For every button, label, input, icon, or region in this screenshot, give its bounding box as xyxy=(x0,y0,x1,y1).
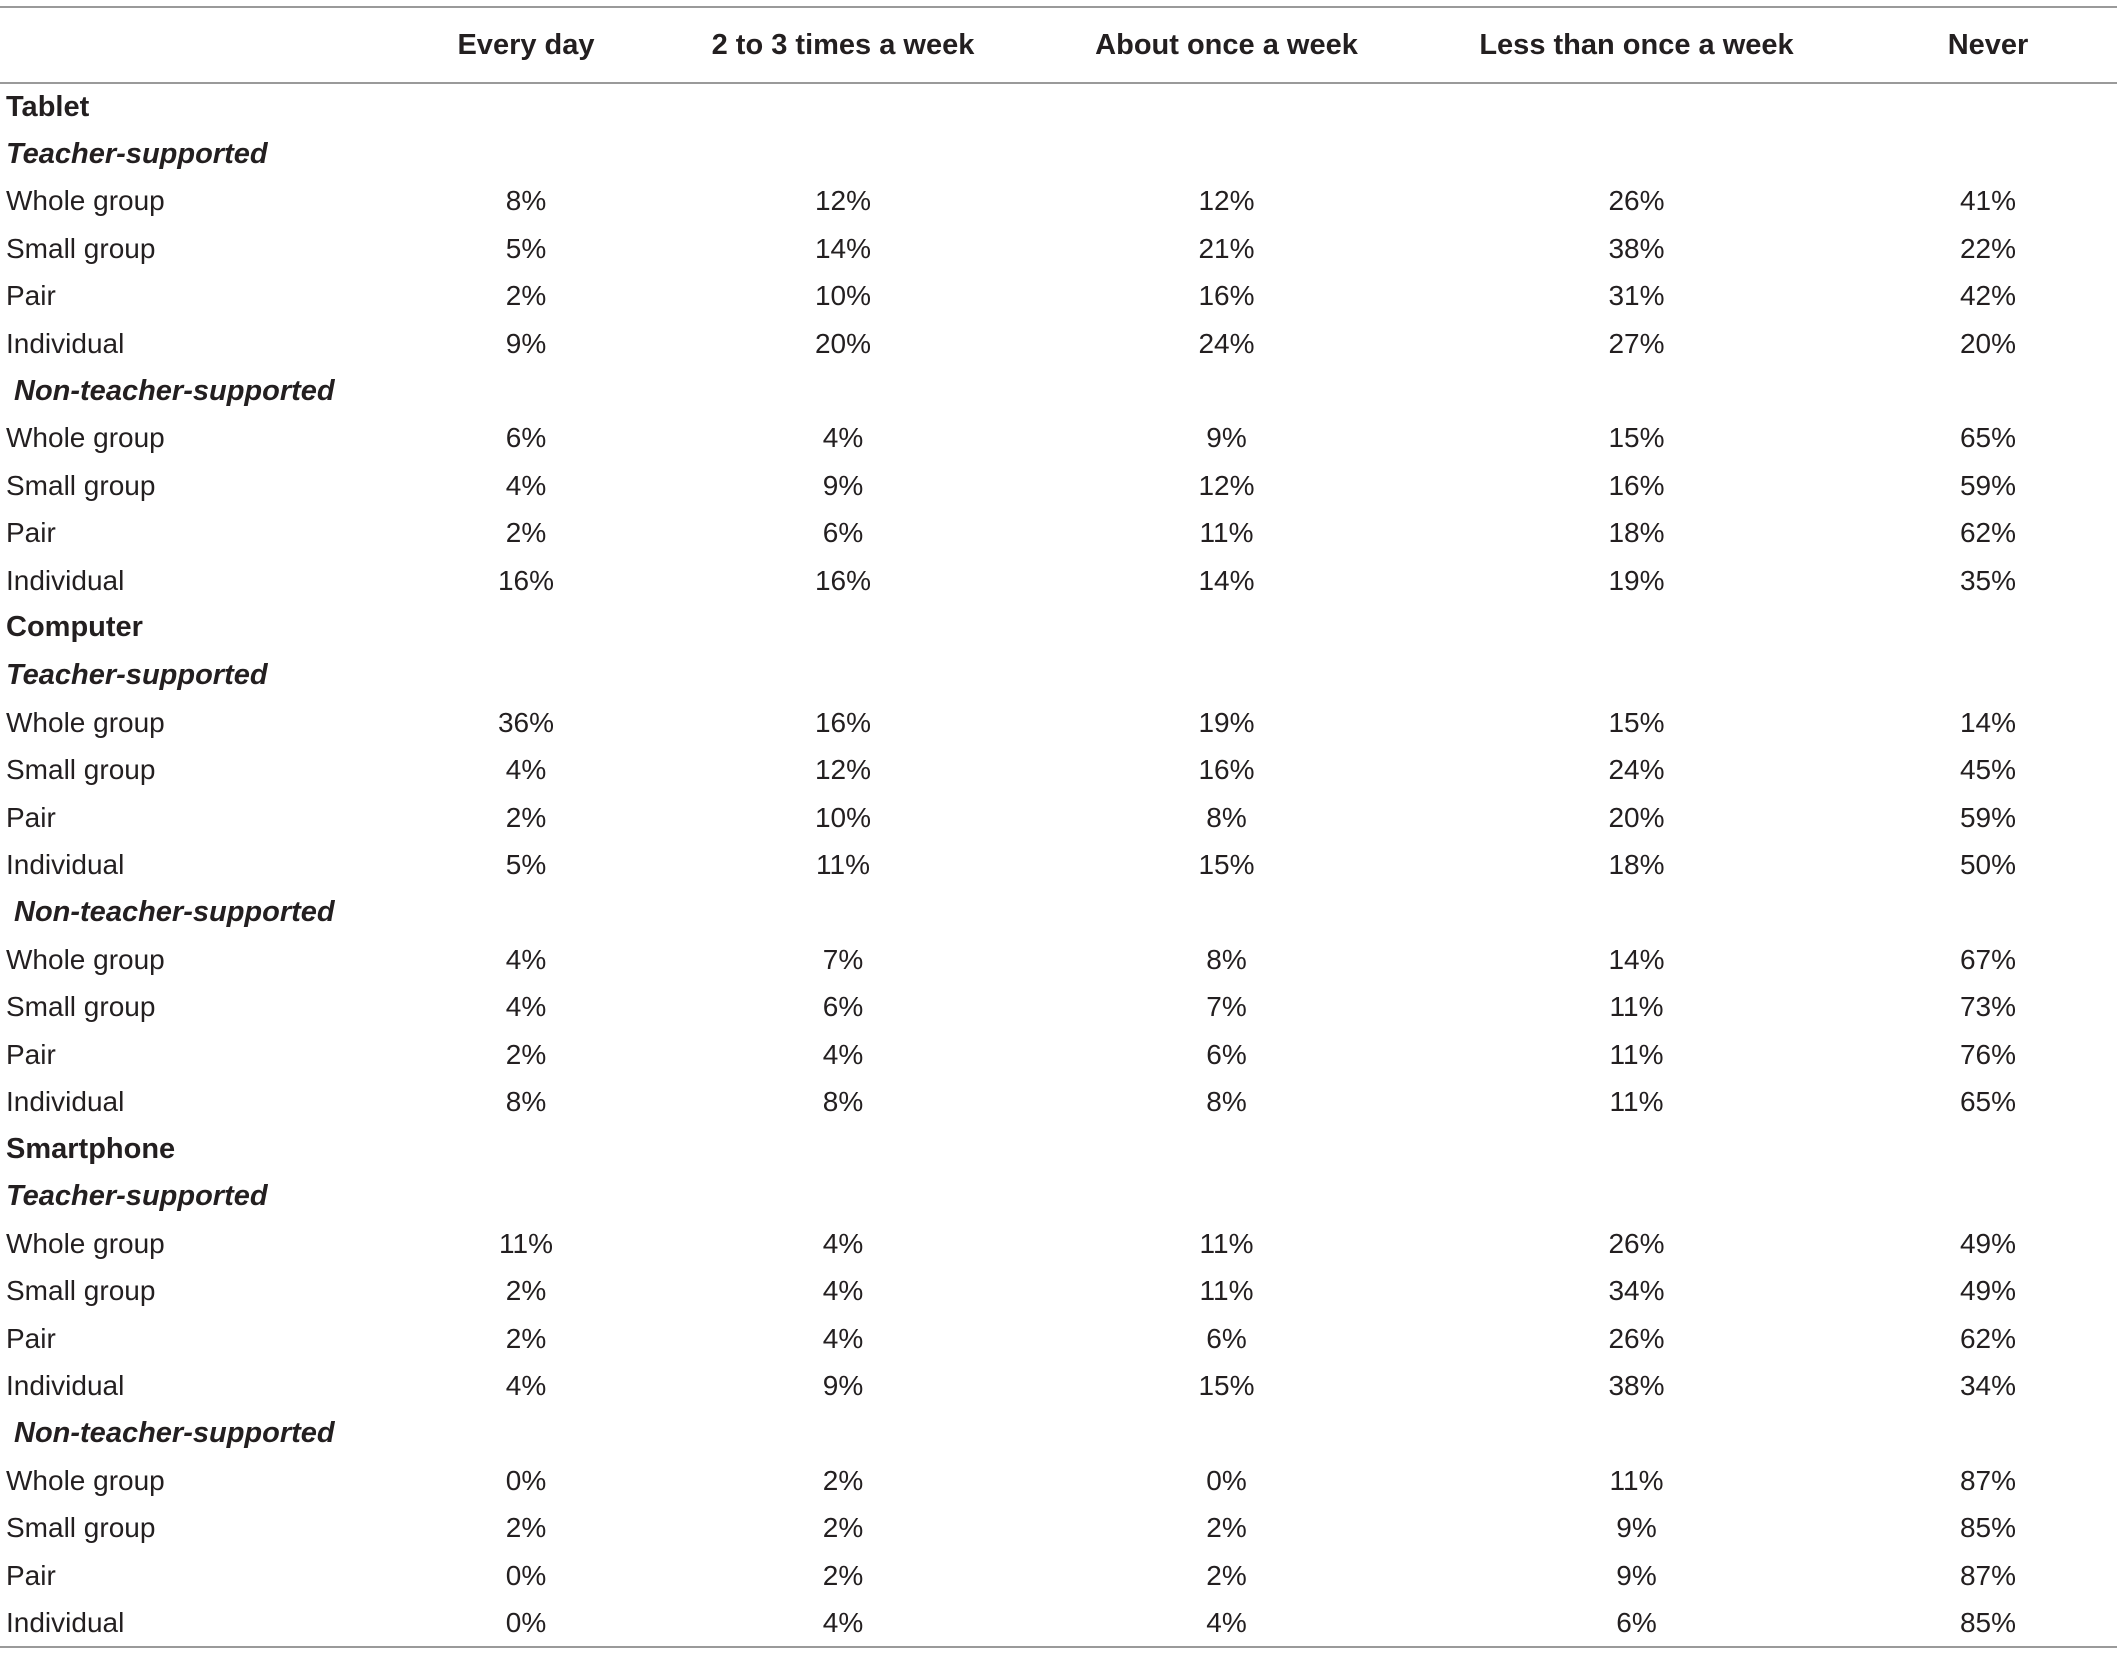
table-cell: 34% xyxy=(1959,1370,2017,1402)
table-cell: 20% xyxy=(1959,327,2017,359)
table-cell: 2% xyxy=(822,1559,864,1591)
row-label: Pair xyxy=(6,1322,56,1354)
row-label: Pair xyxy=(6,1559,56,1591)
table-body xyxy=(0,83,2117,1647)
table-cell: 4% xyxy=(505,991,547,1023)
table-cell: 9% xyxy=(822,469,864,501)
row-label: Whole group xyxy=(6,1465,165,1497)
table-cell: 14% xyxy=(1198,564,1255,596)
table-cell: 26% xyxy=(1608,185,1665,217)
table-cell: 2% xyxy=(505,801,547,833)
table-cell: 26% xyxy=(1608,1322,1665,1354)
support-type-heading: Non-teacher-supported xyxy=(14,895,335,928)
table-row xyxy=(0,794,2117,841)
table-cell: 20% xyxy=(1608,801,1665,833)
table-cell: 8% xyxy=(1206,943,1247,975)
table-cell: 8% xyxy=(1206,801,1247,833)
table-cell: 15% xyxy=(1608,706,1665,738)
table-cell: 11% xyxy=(1609,1038,1664,1070)
table-cell: 16% xyxy=(497,564,555,596)
table-cell: 0% xyxy=(505,1559,547,1591)
row-label: Whole group xyxy=(6,422,165,454)
table-cell: 31% xyxy=(1608,280,1665,312)
table-cell: 15% xyxy=(1198,848,1255,880)
table-row xyxy=(0,936,2117,983)
table-cell: 73% xyxy=(1959,991,2017,1023)
table-cell: 67% xyxy=(1959,943,2017,975)
table-cell: 76% xyxy=(1959,1038,2017,1070)
usage-frequency-table xyxy=(0,6,2117,1648)
table-row xyxy=(0,1552,2117,1599)
device-heading: Tablet xyxy=(6,90,90,123)
table-cell: 7% xyxy=(822,943,864,975)
row-label: Pair xyxy=(6,801,56,833)
table-cell: 87% xyxy=(1959,1559,2017,1591)
row-label: Small group xyxy=(6,469,156,501)
table-cell: 5% xyxy=(505,848,547,880)
table-cell: 19% xyxy=(1198,706,1255,738)
table-cell: 85% xyxy=(1859,1600,2117,1647)
table-cell: 11% xyxy=(1609,991,1664,1023)
table-cell: 11% xyxy=(499,1228,553,1260)
header-less-than-once-a-week: Less than once a week xyxy=(1414,7,1859,83)
table-cell: 16% xyxy=(814,706,872,738)
table-cell: 0% xyxy=(505,1465,547,1497)
row-label: Small group xyxy=(6,232,156,264)
support-type-heading: Teacher-supported xyxy=(6,1180,268,1213)
table-cell: 15% xyxy=(1608,422,1665,454)
table-cell: 6% xyxy=(822,991,864,1023)
table-cell: 10% xyxy=(814,280,872,312)
table-cell: 24% xyxy=(1198,327,1255,359)
table-row xyxy=(0,225,2117,272)
table-cell: 49% xyxy=(1959,1228,2017,1260)
table-cell: 35% xyxy=(1959,564,2017,596)
row-label: Whole group xyxy=(6,1228,165,1260)
table-cell: 12% xyxy=(1198,185,1255,217)
table-cell: 11% xyxy=(816,848,870,880)
row-label: Individual xyxy=(6,327,125,359)
table-row xyxy=(0,557,2117,604)
row-label: Individual xyxy=(6,1370,125,1402)
table-cell: 18% xyxy=(1608,848,1665,880)
table-header xyxy=(0,7,2117,83)
table-cell: 4% xyxy=(822,1228,864,1260)
table-cell: 8% xyxy=(822,1085,864,1117)
support-type-row xyxy=(0,1173,2117,1220)
table-cell: 9% xyxy=(822,1370,864,1402)
table-row xyxy=(0,699,2117,746)
table-cell: 8% xyxy=(1206,1085,1247,1117)
table-cell: 7% xyxy=(1206,991,1247,1023)
table-cell: 45% xyxy=(1959,754,2017,786)
table-cell: 87% xyxy=(1959,1465,2017,1497)
table-cell: 19% xyxy=(1608,564,1665,596)
table-cell: 4% xyxy=(505,754,547,786)
row-label: Pair xyxy=(6,280,56,312)
table-row xyxy=(0,415,2117,462)
table-cell: 42% xyxy=(1959,280,2017,312)
table-row xyxy=(0,178,2117,225)
table-row xyxy=(0,273,2117,320)
table-row xyxy=(0,1505,2117,1552)
table-row xyxy=(0,983,2117,1030)
device-row xyxy=(0,83,2117,130)
table-cell: 2% xyxy=(505,1275,547,1307)
table-row xyxy=(0,841,2117,888)
table-cell: 14% xyxy=(814,232,872,264)
table-cell: 26% xyxy=(1608,1228,1665,1260)
table-row xyxy=(0,1600,2117,1647)
row-label: Individual xyxy=(6,564,125,596)
table-cell: 16% xyxy=(1608,469,1665,501)
table-cell: 38% xyxy=(1608,232,1665,264)
table-cell: 0% xyxy=(405,1600,647,1647)
device-heading: Smartphone xyxy=(6,1132,176,1165)
table-cell: 9% xyxy=(505,327,547,359)
table-cell: 21% xyxy=(1198,232,1255,264)
table-cell: 85% xyxy=(1959,1512,2017,1544)
table-cell: 8% xyxy=(505,185,547,217)
table-row xyxy=(0,1220,2117,1267)
table-cell: 4% xyxy=(505,469,547,501)
table-cell: 27% xyxy=(1608,327,1665,359)
row-label: Small group xyxy=(6,1512,156,1544)
header-every-day: Every day xyxy=(405,7,647,83)
table-cell: 8% xyxy=(505,1085,547,1117)
table-cell: 20% xyxy=(814,327,872,359)
support-type-heading: Teacher-supported xyxy=(6,137,268,170)
table-cell: 11% xyxy=(1609,1085,1664,1117)
table-cell: 11% xyxy=(1199,1228,1254,1260)
table-cell: 4% xyxy=(822,422,864,454)
table-cell: 2% xyxy=(822,1465,864,1497)
table-row xyxy=(0,1363,2117,1410)
table-cell: 16% xyxy=(1198,280,1255,312)
row-label: Pair xyxy=(6,517,56,549)
table-cell: 10% xyxy=(814,801,872,833)
table-cell: 5% xyxy=(505,232,547,264)
table-cell: 9% xyxy=(1616,1559,1657,1591)
table-row xyxy=(0,462,2117,509)
table-cell: 4% xyxy=(505,1370,547,1402)
table-row xyxy=(0,1457,2117,1504)
row-label: Small group xyxy=(6,754,156,786)
table-cell: 6% xyxy=(1206,1038,1247,1070)
table-row xyxy=(0,1078,2117,1125)
device-row xyxy=(0,1126,2117,1173)
table-cell: 2% xyxy=(505,1512,547,1544)
table-cell: 11% xyxy=(1199,1275,1254,1307)
row-label: Whole group xyxy=(6,706,165,738)
row-label: Pair xyxy=(6,1038,56,1070)
table-cell: 2% xyxy=(505,1038,547,1070)
device-heading: Computer xyxy=(6,611,143,644)
table-cell: 6% xyxy=(1206,1322,1247,1354)
table-cell: 6% xyxy=(822,517,864,549)
table-cell: 9% xyxy=(1206,422,1247,454)
table-row xyxy=(0,746,2117,793)
table-cell: 50% xyxy=(1959,848,2017,880)
row-label: Individual xyxy=(6,848,125,880)
table-cell: 2% xyxy=(1206,1512,1247,1544)
table-cell: 12% xyxy=(814,185,872,217)
table-cell: 2% xyxy=(822,1512,864,1544)
table-cell: 11% xyxy=(1199,517,1254,549)
header-about-once-a-week: About once a week xyxy=(1039,7,1414,83)
table-cell: 16% xyxy=(1198,754,1255,786)
table-row xyxy=(0,1031,2117,1078)
support-type-row xyxy=(0,652,2117,699)
row-label: Whole group xyxy=(6,943,165,975)
device-row xyxy=(0,604,2117,651)
table-cell: 4% xyxy=(505,943,547,975)
table-cell: 22% xyxy=(1959,232,2017,264)
table-cell: 15% xyxy=(1198,1370,1255,1402)
table-cell: 2% xyxy=(505,280,547,312)
table-cell: 14% xyxy=(1608,943,1665,975)
header-row xyxy=(0,7,2117,83)
row-label: Individual xyxy=(6,1085,125,1117)
table-cell: 0% xyxy=(1206,1465,1247,1497)
support-type-row xyxy=(0,367,2117,414)
table-cell: 4% xyxy=(647,1600,1039,1647)
table-cell: 18% xyxy=(1608,517,1665,549)
support-type-row xyxy=(0,889,2117,936)
table-cell: 6% xyxy=(505,422,547,454)
support-type-heading: Non-teacher-supported xyxy=(14,1417,335,1450)
table-row xyxy=(0,1268,2117,1315)
support-type-row xyxy=(0,130,2117,177)
table-cell: 6% xyxy=(1414,1600,1859,1647)
table-row xyxy=(0,320,2117,367)
support-type-row xyxy=(0,1410,2117,1457)
table-row xyxy=(0,510,2117,557)
support-type-heading: Teacher-supported xyxy=(6,658,268,691)
row-label: Small group xyxy=(6,1275,156,1307)
table-cell: 65% xyxy=(1959,422,2017,454)
table-cell: 4% xyxy=(822,1038,864,1070)
row-label: Small group xyxy=(6,991,156,1023)
table-cell: 2% xyxy=(505,1322,547,1354)
table-cell: 36% xyxy=(497,706,555,738)
table-cell: 41% xyxy=(1959,185,2017,217)
table-cell: 4% xyxy=(822,1275,864,1307)
table-cell: 24% xyxy=(1608,754,1665,786)
table-cell: 62% xyxy=(1959,517,2017,549)
table-cell: 4% xyxy=(822,1322,864,1354)
table-cell: 12% xyxy=(1198,469,1255,501)
table-cell: 38% xyxy=(1608,1370,1665,1402)
header-never: Never xyxy=(1859,7,2117,83)
table-cell: 11% xyxy=(1609,1465,1664,1497)
table-cell: 62% xyxy=(1959,1322,2017,1354)
header-row-label xyxy=(0,7,405,83)
table-cell: 65% xyxy=(1959,1085,2017,1117)
row-label: Whole group xyxy=(6,185,165,217)
table-cell: 2% xyxy=(1206,1559,1247,1591)
table-cell: 9% xyxy=(1616,1512,1657,1544)
table-cell: 34% xyxy=(1608,1275,1665,1307)
header-2-to-3-times-a-week: 2 to 3 times a week xyxy=(647,7,1039,83)
table-cell: 2% xyxy=(505,517,547,549)
row-label: Individual xyxy=(0,1600,405,1647)
table-cell: 59% xyxy=(1959,469,2017,501)
table-cell: 49% xyxy=(1959,1275,2017,1307)
table-cell: 4% xyxy=(1039,1600,1414,1647)
table-cell: 14% xyxy=(1959,706,2017,738)
table-cell: 16% xyxy=(814,564,872,596)
table-row xyxy=(0,1315,2117,1362)
table-cell: 12% xyxy=(814,754,872,786)
table-cell: 59% xyxy=(1959,801,2017,833)
support-type-heading: Non-teacher-supported xyxy=(14,374,335,407)
